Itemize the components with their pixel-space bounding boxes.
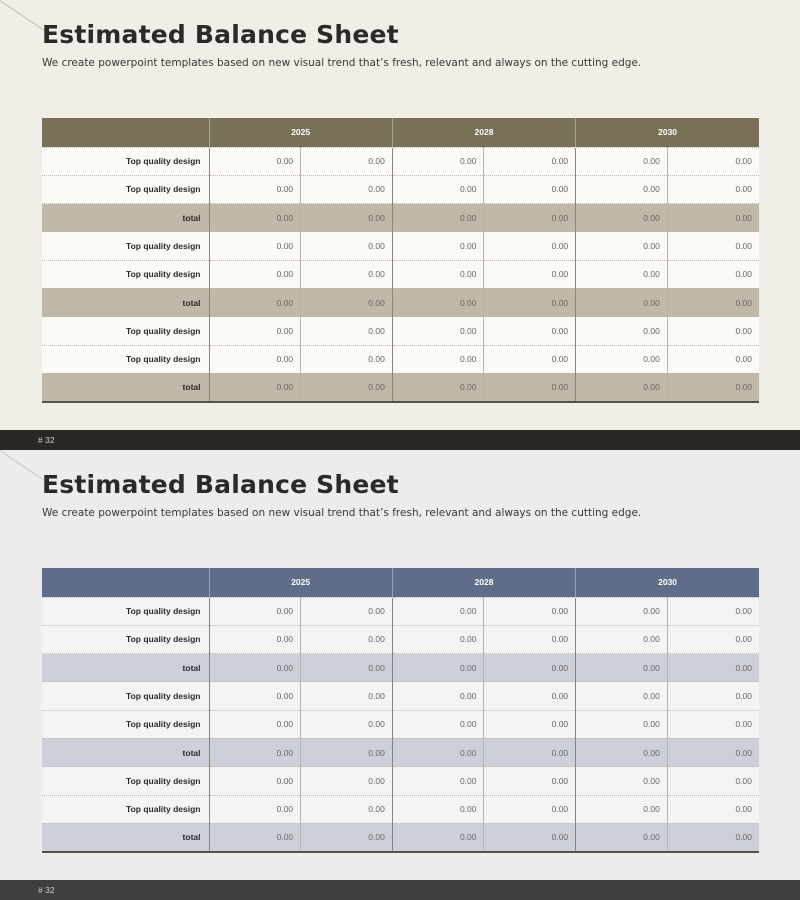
- value-cell: 0.00: [667, 738, 759, 766]
- row-label: Top quality design: [42, 767, 209, 795]
- row-label: total: [42, 288, 209, 316]
- row-label: Top quality design: [42, 260, 209, 288]
- value-cell: 0.00: [209, 767, 301, 795]
- value-cell: 0.00: [392, 710, 484, 738]
- value-cell: 0.00: [301, 147, 393, 175]
- value-cell: 0.00: [209, 147, 301, 175]
- value-cell: 0.00: [576, 597, 668, 625]
- value-cell: 0.00: [484, 147, 576, 175]
- value-cell: 0.00: [667, 710, 759, 738]
- row-label: total: [42, 654, 209, 682]
- year-header: 2025: [209, 118, 392, 147]
- table-row: [42, 597, 759, 625]
- value-cell: 0.00: [484, 738, 576, 766]
- balance-sheet-table: [42, 118, 759, 403]
- total-row: [42, 654, 759, 682]
- row-label: Top quality design: [42, 345, 209, 373]
- value-cell: 0.00: [209, 823, 301, 851]
- value-cell: 0.00: [301, 260, 393, 288]
- value-cell: 0.00: [301, 204, 393, 232]
- value-cell: 0.00: [576, 767, 668, 795]
- table-row: [42, 175, 759, 203]
- year-header: 2028: [392, 568, 575, 597]
- value-cell: 0.00: [209, 175, 301, 203]
- value-cell: 0.00: [576, 710, 668, 738]
- year-header: 2030: [576, 568, 759, 597]
- value-cell: 0.00: [667, 204, 759, 232]
- slide-balance-sheet-blue: [0, 450, 800, 900]
- value-cell: 0.00: [392, 654, 484, 682]
- value-cell: 0.00: [576, 288, 668, 316]
- page-number: # 32: [38, 435, 55, 445]
- value-cell: 0.00: [667, 147, 759, 175]
- table-row: [42, 682, 759, 710]
- value-cell: 0.00: [484, 317, 576, 345]
- balance-sheet-table: [42, 568, 759, 853]
- value-cell: 0.00: [209, 232, 301, 260]
- value-cell: 0.00: [392, 204, 484, 232]
- value-cell: 0.00: [209, 795, 301, 823]
- value-cell: 0.00: [301, 288, 393, 316]
- value-cell: 0.00: [301, 317, 393, 345]
- value-cell: 0.00: [667, 232, 759, 260]
- row-label: Top quality design: [42, 317, 209, 345]
- value-cell: 0.00: [301, 682, 393, 710]
- value-cell: 0.00: [484, 204, 576, 232]
- header-empty-cell: [42, 118, 209, 147]
- value-cell: 0.00: [301, 345, 393, 373]
- slide-footer: [0, 430, 800, 450]
- value-cell: 0.00: [301, 175, 393, 203]
- value-cell: 0.00: [209, 317, 301, 345]
- value-cell: 0.00: [392, 288, 484, 316]
- value-cell: 0.00: [209, 625, 301, 653]
- slide-subtitle: We create powerpoint templates based on new visual trend that’s fresh, relevant and always on the cutting edge.: [42, 57, 642, 69]
- total-row: [42, 373, 759, 401]
- table-header-row: [42, 118, 759, 147]
- value-cell: 0.00: [667, 823, 759, 851]
- total-row: [42, 738, 759, 766]
- value-cell: 0.00: [484, 597, 576, 625]
- value-cell: 0.00: [392, 317, 484, 345]
- row-label: total: [42, 204, 209, 232]
- slide-title: Estimated Balance Sheet: [42, 20, 399, 49]
- header-empty-cell: [42, 568, 209, 597]
- value-cell: 0.00: [667, 597, 759, 625]
- row-label: Top quality design: [42, 147, 209, 175]
- value-cell: 0.00: [576, 795, 668, 823]
- row-label: Top quality design: [42, 710, 209, 738]
- value-cell: 0.00: [209, 654, 301, 682]
- value-cell: 0.00: [667, 260, 759, 288]
- value-cell: 0.00: [209, 288, 301, 316]
- value-cell: 0.00: [576, 147, 668, 175]
- value-cell: 0.00: [576, 654, 668, 682]
- year-header: 2025: [209, 568, 392, 597]
- value-cell: 0.00: [667, 288, 759, 316]
- value-cell: 0.00: [576, 625, 668, 653]
- value-cell: 0.00: [484, 767, 576, 795]
- total-row: [42, 204, 759, 232]
- value-cell: 0.00: [209, 710, 301, 738]
- value-cell: 0.00: [576, 345, 668, 373]
- value-cell: 0.00: [392, 682, 484, 710]
- value-cell: 0.00: [667, 682, 759, 710]
- value-cell: 0.00: [209, 597, 301, 625]
- value-cell: 0.00: [209, 682, 301, 710]
- slide-subtitle: We create powerpoint templates based on new visual trend that’s fresh, relevant and always on the cutting edge.: [42, 507, 642, 519]
- value-cell: 0.00: [667, 175, 759, 203]
- value-cell: 0.00: [484, 625, 576, 653]
- value-cell: 0.00: [301, 373, 393, 401]
- table-row: [42, 260, 759, 288]
- row-label: Top quality design: [42, 232, 209, 260]
- row-label: total: [42, 738, 209, 766]
- table-row: [42, 767, 759, 795]
- row-label: total: [42, 373, 209, 401]
- value-cell: 0.00: [392, 597, 484, 625]
- table-row: [42, 795, 759, 823]
- value-cell: 0.00: [301, 823, 393, 851]
- value-cell: 0.00: [392, 175, 484, 203]
- total-row: [42, 823, 759, 851]
- value-cell: 0.00: [484, 710, 576, 738]
- value-cell: 0.00: [301, 710, 393, 738]
- value-cell: 0.00: [392, 795, 484, 823]
- page-number: # 32: [38, 885, 55, 895]
- table-row: [42, 625, 759, 653]
- year-header: 2030: [576, 118, 759, 147]
- value-cell: 0.00: [484, 232, 576, 260]
- value-cell: 0.00: [209, 204, 301, 232]
- value-cell: 0.00: [576, 175, 668, 203]
- row-label: Top quality design: [42, 175, 209, 203]
- value-cell: 0.00: [484, 682, 576, 710]
- value-cell: 0.00: [576, 260, 668, 288]
- value-cell: 0.00: [667, 767, 759, 795]
- value-cell: 0.00: [392, 823, 484, 851]
- year-header: 2028: [392, 118, 575, 147]
- value-cell: 0.00: [576, 317, 668, 345]
- value-cell: 0.00: [576, 738, 668, 766]
- value-cell: 0.00: [667, 654, 759, 682]
- value-cell: 0.00: [209, 738, 301, 766]
- table-row: [42, 710, 759, 738]
- slide-footer: [0, 880, 800, 900]
- value-cell: 0.00: [392, 147, 484, 175]
- value-cell: 0.00: [667, 317, 759, 345]
- row-label: Top quality design: [42, 625, 209, 653]
- value-cell: 0.00: [484, 345, 576, 373]
- row-label: Top quality design: [42, 682, 209, 710]
- value-cell: 0.00: [392, 738, 484, 766]
- value-cell: 0.00: [301, 738, 393, 766]
- value-cell: 0.00: [667, 625, 759, 653]
- value-cell: 0.00: [209, 260, 301, 288]
- table-header-row: [42, 568, 759, 597]
- value-cell: 0.00: [576, 373, 668, 401]
- value-cell: 0.00: [484, 373, 576, 401]
- row-label: Top quality design: [42, 795, 209, 823]
- value-cell: 0.00: [484, 823, 576, 851]
- value-cell: 0.00: [667, 373, 759, 401]
- value-cell: 0.00: [392, 345, 484, 373]
- value-cell: 0.00: [392, 373, 484, 401]
- table-row: [42, 345, 759, 373]
- value-cell: 0.00: [301, 654, 393, 682]
- value-cell: 0.00: [301, 232, 393, 260]
- row-label: Top quality design: [42, 597, 209, 625]
- value-cell: 0.00: [484, 175, 576, 203]
- value-cell: 0.00: [667, 345, 759, 373]
- value-cell: 0.00: [392, 625, 484, 653]
- row-label: total: [42, 823, 209, 851]
- value-cell: 0.00: [209, 345, 301, 373]
- value-cell: 0.00: [484, 795, 576, 823]
- value-cell: 0.00: [392, 767, 484, 795]
- value-cell: 0.00: [301, 625, 393, 653]
- value-cell: 0.00: [484, 260, 576, 288]
- value-cell: 0.00: [576, 823, 668, 851]
- value-cell: 0.00: [301, 597, 393, 625]
- value-cell: 0.00: [392, 260, 484, 288]
- value-cell: 0.00: [576, 204, 668, 232]
- value-cell: 0.00: [484, 654, 576, 682]
- value-cell: 0.00: [301, 795, 393, 823]
- table-row: [42, 232, 759, 260]
- value-cell: 0.00: [301, 767, 393, 795]
- value-cell: 0.00: [209, 373, 301, 401]
- value-cell: 0.00: [576, 232, 668, 260]
- value-cell: 0.00: [667, 795, 759, 823]
- value-cell: 0.00: [392, 232, 484, 260]
- table-row: [42, 147, 759, 175]
- value-cell: 0.00: [484, 288, 576, 316]
- value-cell: 0.00: [576, 682, 668, 710]
- slide-title: Estimated Balance Sheet: [42, 470, 399, 499]
- table-row: [42, 317, 759, 345]
- total-row: [42, 288, 759, 316]
